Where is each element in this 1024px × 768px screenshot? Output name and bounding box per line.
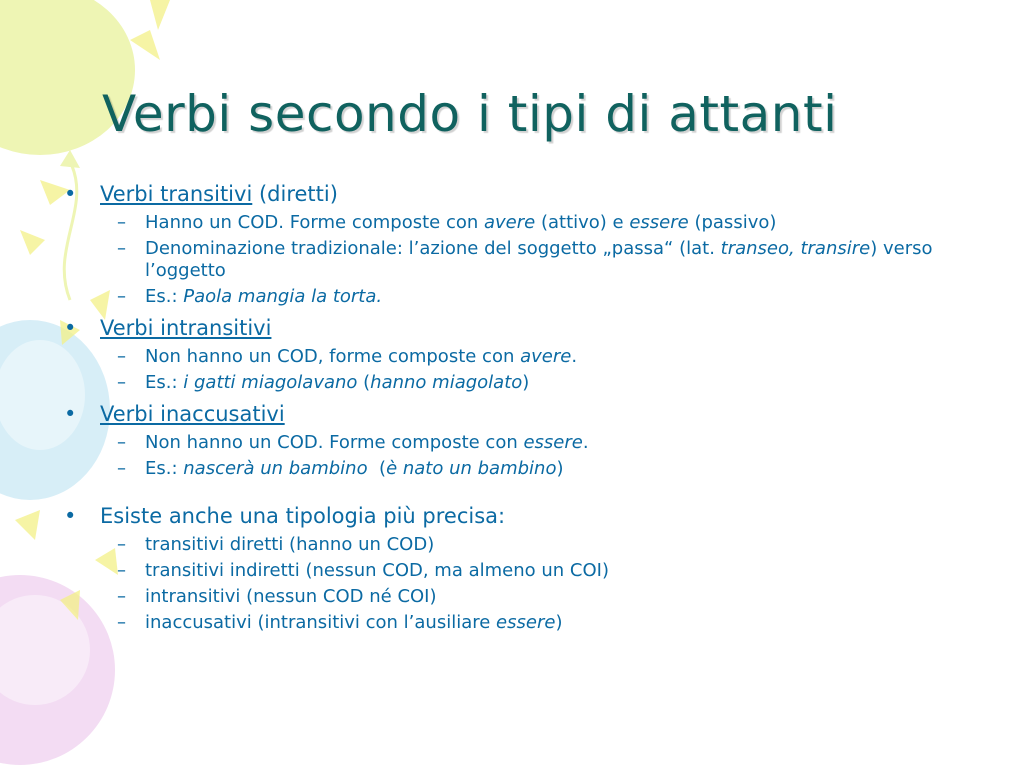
link-verbi-inaccusativi[interactable]: Verbi inaccusativi <box>100 402 285 426</box>
text-italic: transeo, transire <box>720 238 871 259</box>
bullet-verbi-transitivi <box>60 180 1000 208</box>
sub-bullet <box>60 372 1000 394</box>
text-italic: i gatti miagolavano <box>183 372 358 393</box>
text: Non hanno un COD. Forme composte con <box>145 432 524 453</box>
text: Es.: <box>145 458 184 479</box>
text-italic: essere <box>629 212 689 233</box>
text: . <box>571 346 578 367</box>
sub-bullet <box>60 212 1000 234</box>
heading-suffix: (diretti) <box>252 182 338 206</box>
text: intransitivi (nessun COD né COI) <box>145 586 437 607</box>
bullet-icon: • <box>64 504 77 528</box>
sub-bullet <box>60 458 1000 480</box>
text: ( <box>367 458 387 479</box>
sub-bullet <box>60 238 1000 282</box>
sub-bullet <box>60 586 1000 608</box>
text-italic: hanno miagolato <box>370 372 523 393</box>
text: transitivi diretti (hanno un COD) <box>145 534 435 555</box>
text: inaccusativi (intransitivi con l’ausiliare <box>145 612 497 633</box>
dash-icon: – <box>117 212 126 233</box>
dash-icon: – <box>117 534 126 555</box>
text-italic: avere <box>484 212 536 233</box>
dash-icon: – <box>117 346 126 367</box>
sub-bullet <box>60 534 1000 556</box>
text: ) <box>522 372 530 393</box>
bullet-verbi-inaccusativi <box>60 400 1000 428</box>
text: ) verso l’oggetto <box>145 238 933 281</box>
text: ) <box>555 612 563 633</box>
sub-bullet <box>60 432 1000 454</box>
sub-bullet <box>60 346 1000 368</box>
dash-icon: – <box>117 458 126 479</box>
text-italic: essere <box>496 612 556 633</box>
dash-icon: – <box>117 586 126 607</box>
text: Non hanno un COD, forme composte con <box>145 346 521 367</box>
spacer <box>60 480 1000 502</box>
text: . <box>582 432 589 453</box>
slide-body <box>60 180 1000 634</box>
sub-bullet <box>60 560 1000 582</box>
dash-icon: – <box>117 238 126 259</box>
dash-icon: – <box>117 286 126 307</box>
bullet-icon: • <box>64 402 77 426</box>
dash-icon: – <box>117 612 126 633</box>
text: Denominazione tradizionale: l’azione del soggetto „passa“ (lat. <box>145 238 721 259</box>
bullet-verbi-intransitivi <box>60 314 1000 342</box>
sub-bullet <box>60 286 1000 308</box>
bullet-tipologia <box>60 502 1000 530</box>
text: ) <box>556 458 564 479</box>
link-verbi-transitivi[interactable]: Verbi transitivi <box>100 182 253 206</box>
text-italic: nascerà un bambino <box>183 458 368 479</box>
text: Es.: <box>145 372 184 393</box>
text: Hanno un COD. Forme composte con <box>145 212 484 233</box>
dash-icon: – <box>117 560 126 581</box>
text: ( <box>357 372 371 393</box>
text-italic: avere <box>520 346 572 367</box>
dash-icon: – <box>117 372 126 393</box>
sub-bullet <box>60 612 1000 634</box>
text-italic: Paola mangia la torta. <box>183 286 383 307</box>
text: (passivo) <box>688 212 777 233</box>
text: (attivo) e <box>535 212 630 233</box>
tipologia-heading: Esiste anche una tipologia più precisa: <box>100 504 506 528</box>
text: Es.: <box>145 286 184 307</box>
text-italic: essere <box>523 432 583 453</box>
bullet-icon: • <box>64 316 77 340</box>
slide-title: Verbi secondo i tipi di attanti <box>102 85 838 143</box>
dash-icon: – <box>117 432 126 453</box>
text-italic: è nato un bambino <box>386 458 557 479</box>
bullet-icon: • <box>64 182 77 206</box>
text: transitivi indiretti (nessun COD, ma almeno un COI) <box>145 560 609 581</box>
link-verbi-intransitivi[interactable]: Verbi intransitivi <box>100 316 272 340</box>
